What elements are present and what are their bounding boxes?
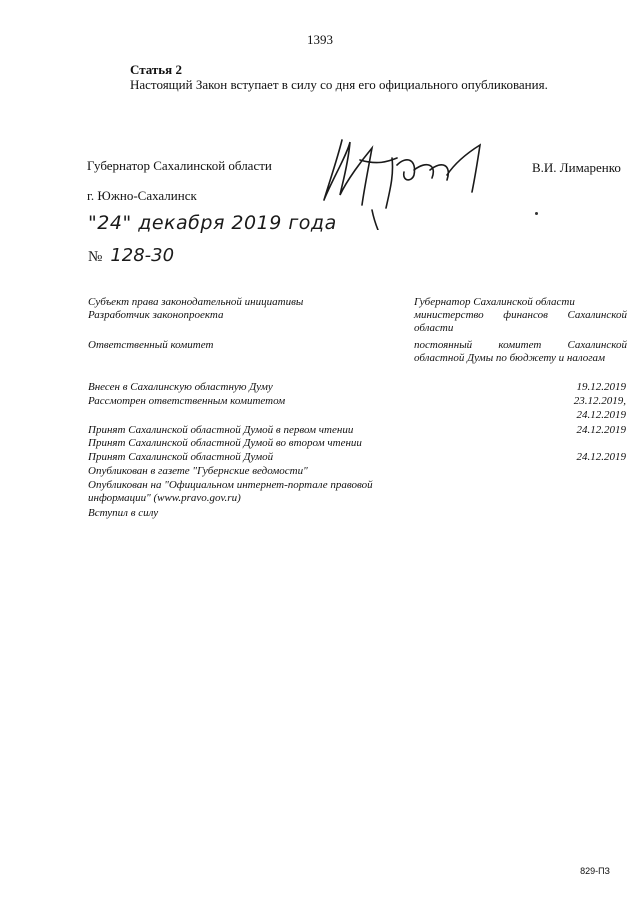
date-submitted: 19.12.2019 [576,381,626,393]
governor-name: В.И. Лимаренко [532,160,621,175]
city-line: г. Южно-Сахалинск [87,188,197,203]
number-sign: № [88,249,103,265]
label-first-reading: Принят Сахалинской областной Думой в первом чтении [88,424,354,436]
footer-code: 829-ПЗ [580,866,610,876]
label-submitted: Внесен в Сахалинскую областную Думу [88,381,273,393]
page-number: 1393 [307,32,333,47]
handwritten-date [88,212,337,234]
date-reviewed-2: 24.12.2019 [576,409,626,421]
label-in-force: Вступил в силу [88,507,159,519]
value-committee: постоянный комитет Сахалинской областной Думы по бюджету и налогам [414,339,627,364]
date-close-quote: " [122,212,132,234]
handwritten-number [88,245,174,266]
article-text: Настоящий Закон вступает в силу со дня его официального опубликования. [130,77,548,92]
label-adopted: Принят Сахалинской областной Думой [88,451,274,463]
label-committee: Ответственный комитет [88,339,214,351]
label-developer: Разработчик законопроекта [88,309,224,321]
label-published-portal: Опубликован на "Официальном интернет-портале правовой информации" (www.pravo.gov.ru) [88,479,373,504]
date-adopted: 24.12.2019 [576,451,626,463]
value-developer: министерство финансов Сахалинской области [414,309,627,334]
law-number: 128-30 [110,245,175,266]
label-initiative-subject: Субъект права законодательной инициативы [88,296,304,308]
label-second-reading: Принят Сахалинской областной Думой во втором чтении [88,437,362,449]
date-reviewed-1: 23.12.2019, [573,395,626,407]
article-heading: Статья 2 [130,62,182,77]
label-published-gazette: Опубликован в газете "Губернские ведомости" [88,465,308,477]
date-rest: декабря 2019 года [138,212,337,234]
stray-dot [535,212,538,215]
governor-title: Губернатор Сахалинской области [87,158,272,173]
date-day: 24 [97,212,123,234]
date-first-reading: 24.12.2019 [576,424,626,436]
date-open-quote: " [88,212,98,234]
label-reviewed: Рассмотрен ответственным комитетом [88,395,286,407]
value-initiative-subject: Губернатор Сахалинской области [414,296,575,308]
